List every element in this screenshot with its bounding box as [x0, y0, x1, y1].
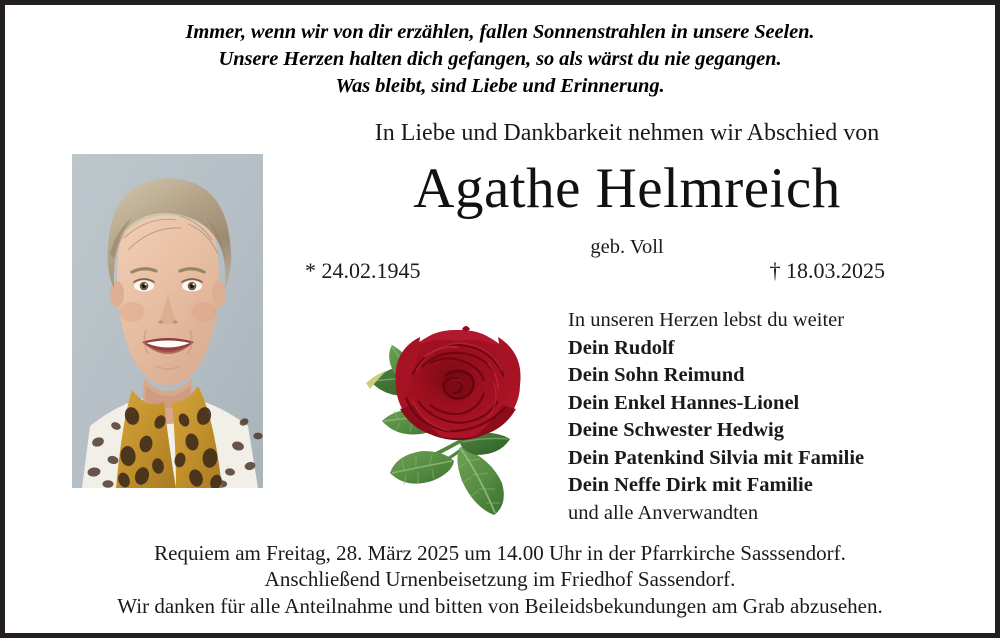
maiden-name: geb. Voll [590, 236, 664, 258]
portrait-photo [72, 154, 263, 488]
service-line-1: Requiem am Freitag, 28. März 2025 um 14.00 Uhr in der Pfarrkirche Sasssendorf. [154, 540, 846, 565]
family-member: Dein Patenkind Silvia mit Familie [568, 446, 865, 469]
service-details [13, 540, 987, 620]
service-line-3: Wir danken für alle Anteilnahme und bitten von Beileidsbekundungen am Grab abzusehen. [117, 593, 883, 618]
verse-line-2: Unsere Herzen halten dich gefangen, so als wärst du nie gegangen. [218, 48, 782, 70]
family-member: Dein Enkel Hannes-Lionel [568, 391, 800, 414]
family-closing: und alle Anverwandten [568, 501, 759, 524]
family-block [568, 307, 864, 527]
family-member: Dein Neffe Dirk mit Familie [568, 474, 813, 496]
death-date: † 18.03.2025 [769, 258, 885, 283]
service-line-2: Anschließend Urnenbeisetzung im Friedhof Sassendorf. [264, 567, 736, 591]
birth-date: * 24.02.1945 [305, 258, 421, 283]
verse-line-3: Was bleibt, sind Liebe und Erinnerung. [335, 75, 665, 97]
family-member: Dein Rudolf [568, 336, 675, 359]
deceased-name: Agathe Helmreich [413, 157, 841, 220]
intro-line: In Liebe und Dankbarkeit nehmen wir Abschied von [374, 120, 880, 146]
family-heading: In unseren Herzen lebst du weiter [568, 309, 845, 331]
rose-illustration [362, 323, 547, 523]
verse-line-1: Immer, wenn wir von dir erzählen, fallen Sonnenstrahlen in unsere Seelen. [185, 21, 815, 43]
memorial-verse [5, 19, 995, 100]
family-member: Dein Sohn Reimund [568, 364, 745, 386]
life-dates [305, 257, 885, 285]
family-member: Deine Schwester Hedwig [568, 419, 784, 441]
